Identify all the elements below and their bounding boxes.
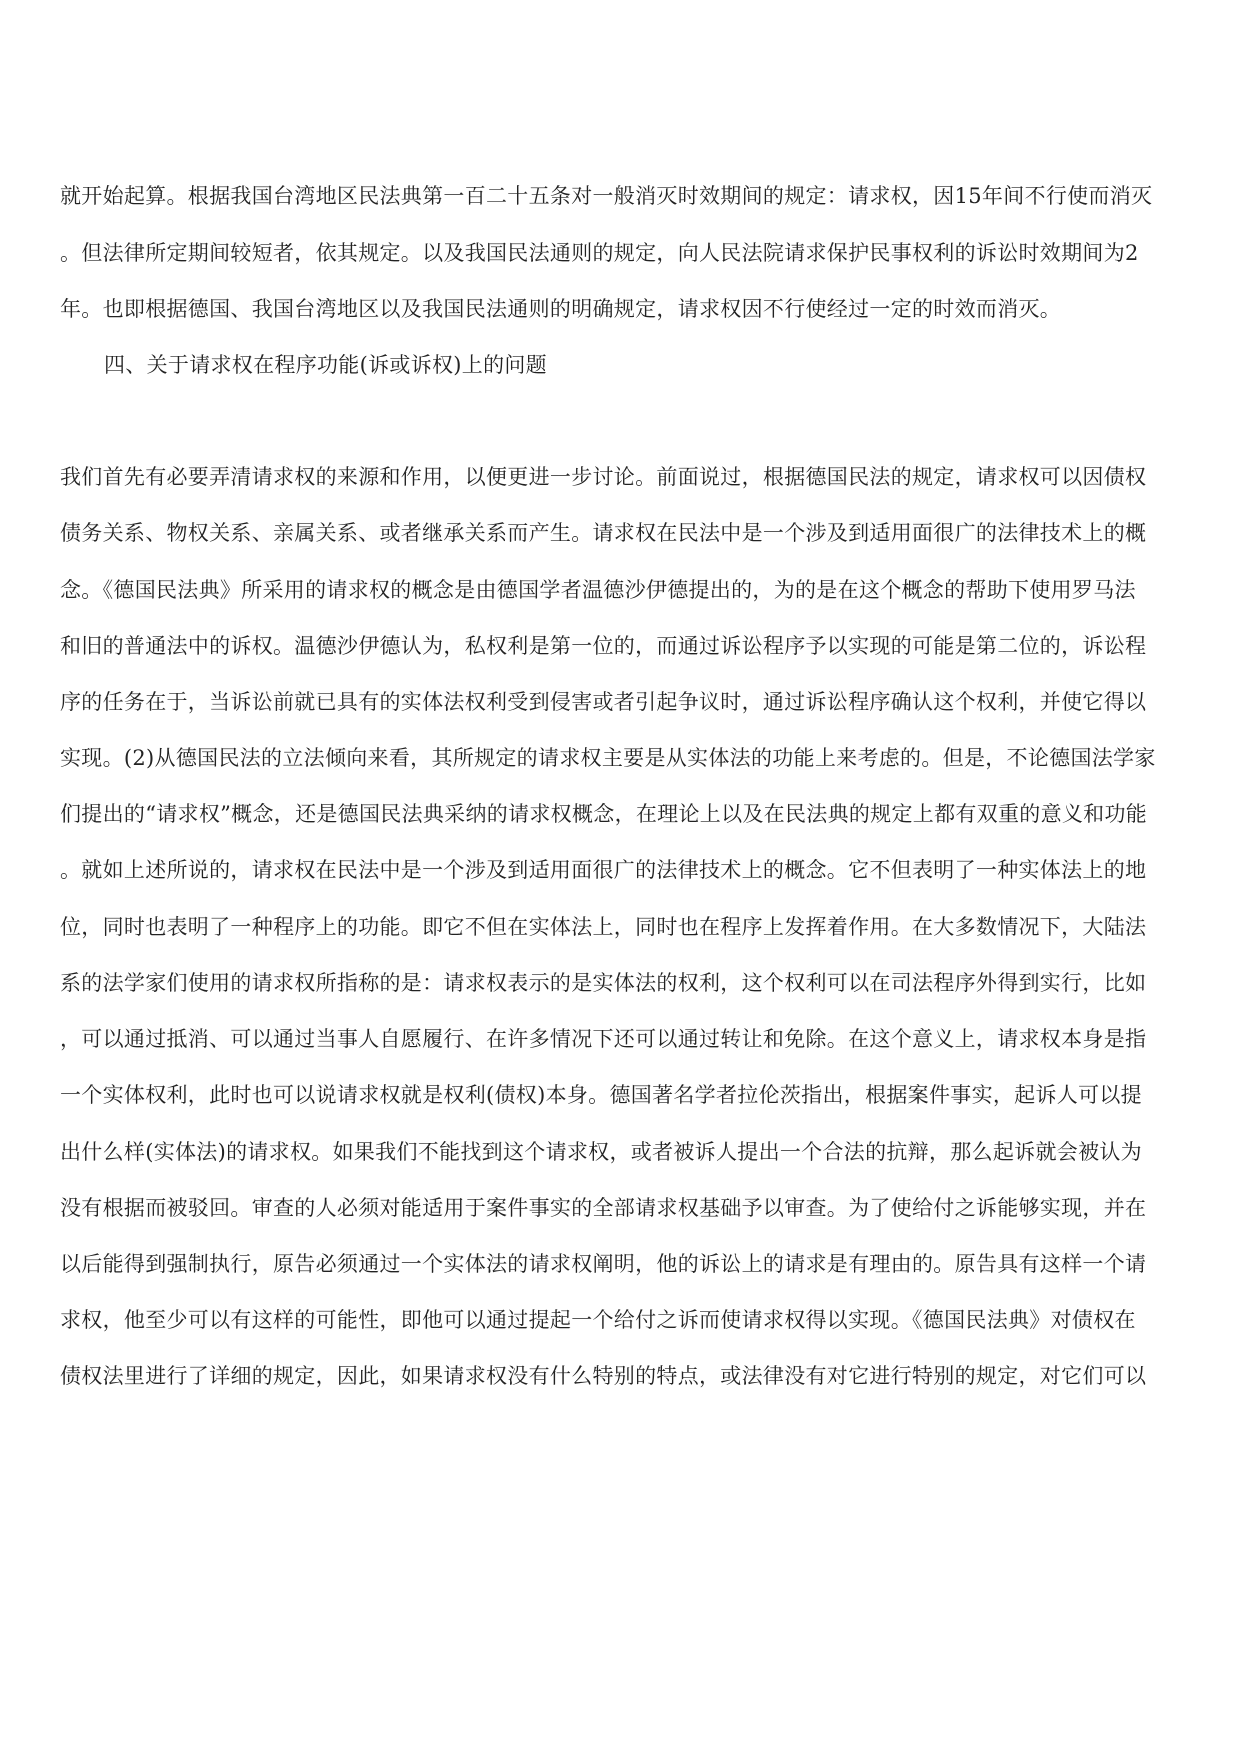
text-line: 年。也即根据德国、我国台湾地区以及我国民法通则的明确规定，请求权因不行使经过一定的时效而消灭。 (60, 297, 1062, 321)
text-line: 序的任务在于，当诉讼前就已具有的实体法权利受到侵害或者引起争议时，通过诉讼程序确认这个权利，并使它得以 (60, 690, 1147, 714)
text-line: 我们首先有必要弄清请求权的来源和作用，以便更进一步讨论。前面说过，根据德国民法的规定，请求权可以因债权 (60, 465, 1147, 489)
text-line: 位，同时也表明了一种程序上的功能。即它不但在实体法上，同时也在程序上发挥着作用。在大多数情况下，大陆法 (60, 915, 1147, 939)
text-line: 。但法律所定期间较短者，依其规定。以及我国民法通则的规定，向人民法院请求保护民事权利的诉讼时效期间为2 (60, 241, 1139, 265)
text-line: 债权法里进行了详细的规定，因此，如果请求权没有什么特别的特点，或法律没有对它进行特别的规定，对它们可以 (60, 1364, 1147, 1388)
text-line: 出什么样(实体法)的请求权。如果我们不能找到这个请求权，或者被诉人提出一个合法的抗辩，那么起诉就会被认为 (60, 1140, 1142, 1164)
text-line: 没有根据而被驳回。审查的人必须对能适用于案件事实的全部请求权基础予以审查。为了使给付之诉能够实现，并在 (60, 1196, 1147, 1220)
text-line: 债务关系、物权关系、亲属关系、或者继承关系而产生。请求权在民法中是一个涉及到适用面很广的法律技术上的概 (60, 521, 1147, 545)
text-line: 以后能得到强制执行，原告必须通过一个实体法的请求权阐明，他的诉讼上的请求是有理由的。原告具有这样一个请 (60, 1252, 1147, 1276)
text-line: 系的法学家们使用的请求权所指称的是：请求权表示的是实体法的权利，这个权利可以在司法程序外得到实行，比如 (60, 971, 1147, 995)
text-line: 一个实体权利，此时也可以说请求权就是权利(债权)本身。德国著名学者拉伦茨指出，根据案件事实，起诉人可以提 (60, 1083, 1142, 1107)
text-line: 。就如上述所说的，请求权在民法中是一个涉及到适用面很广的法律技术上的概念。它不但表明了一种实体法上的地 (60, 858, 1147, 882)
section-heading: 四、关于请求权在程序功能(诉或诉权)上的问题 (104, 353, 547, 377)
text-line: 就开始起算。根据我国台湾地区民法典第一百二十五条对一般消灭时效期间的规定：请求权，因15年间不行使而消灭 (60, 184, 1153, 208)
text-line: ，可以通过抵消、可以通过当事人自愿履行、在许多情况下还可以通过转让和免除。在这个意义上，请求权本身是指 (60, 1027, 1147, 1051)
text-line: 们提出的“请求权”概念，还是德国民法典采纳的请求权概念，在理论上以及在民法典的规定上都有双重的意义和功能 (60, 802, 1148, 826)
text-line: 实现。(2)从德国民法的立法倾向来看，其所规定的请求权主要是从实体法的功能上来考虑的。但是，不论德国法学家 (60, 746, 1156, 770)
text-line: 念。《德国民法典》所采用的请求权的概念是由德国学者温德沙伊德提出的，为的是在这个概念的帮助下使用罗马法 (60, 578, 1136, 602)
text-line: 和旧的普通法中的诉权。温德沙伊德认为，私权利是第一位的，而通过诉讼程序予以实现的可能是第二位的，诉讼程 (60, 634, 1147, 658)
text-line: 求权，他至少可以有这样的可能性，即他可以通过提起一个给付之诉而使请求权得以实现。《德国民法典》对债权在 (60, 1308, 1136, 1332)
